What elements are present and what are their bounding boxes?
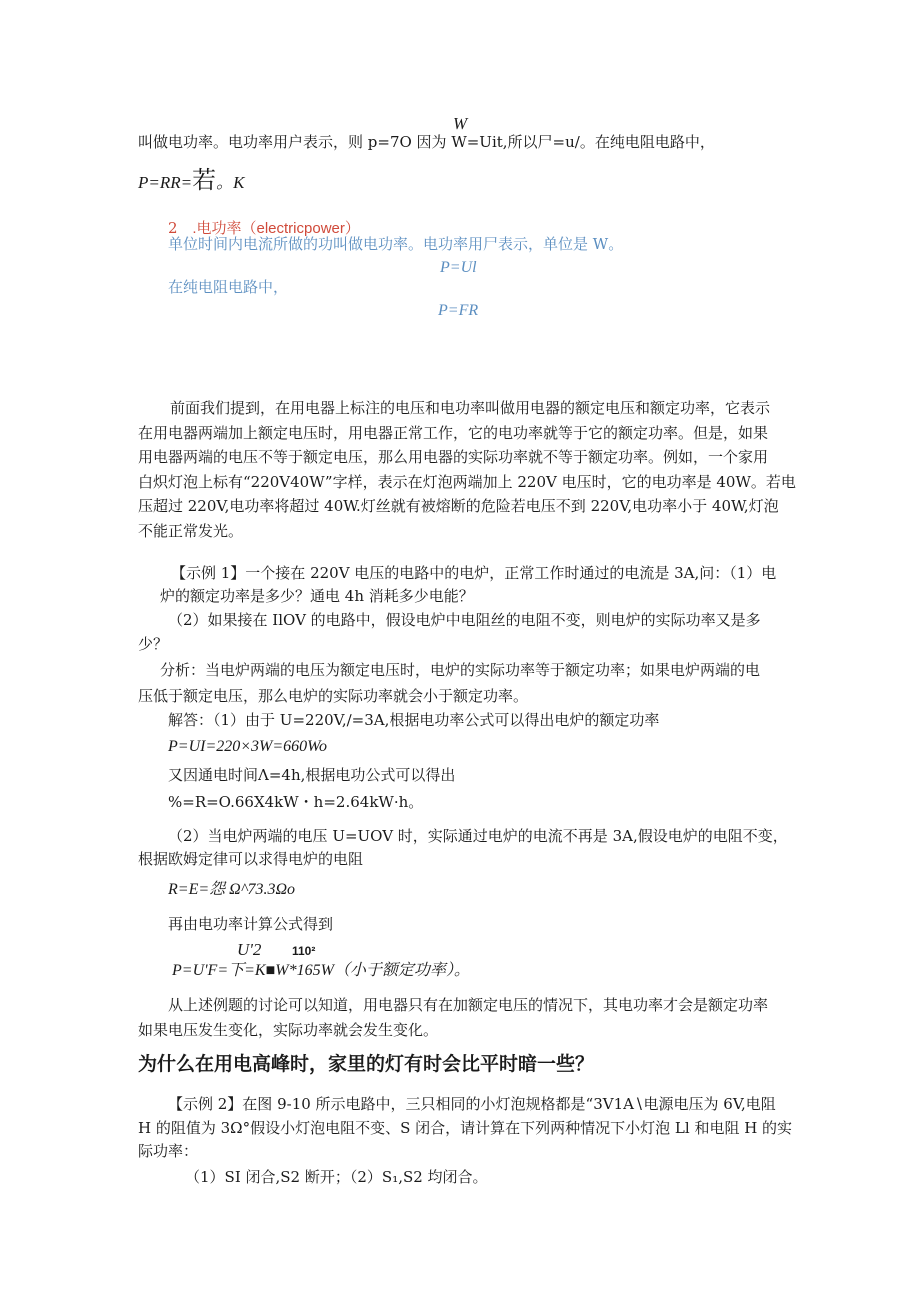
conclusion-line: 如果电压发生变化，实际功率就会发生变化。 <box>138 1021 439 1039</box>
para-line: 不能正常发光。 <box>138 521 244 540</box>
example-line: 少？ <box>138 635 169 653</box>
formula-part: P=RR= <box>138 173 193 192</box>
answer-line: 又因通电时间Λ=4h,根据电功公式可以得出 <box>168 766 456 784</box>
conclusion-line: 从上述例题的讨论可以知道，用电器只有在加额定电压的情况下，其电功率才会是额定功率 <box>168 996 769 1014</box>
formula-line: R=E=怨 Ω^73.3Ωo <box>168 881 296 898</box>
question-heading: 为什么在用电高峰时，家里的灯有时会比平时暗一些？ <box>138 1053 595 1075</box>
example-line: H 的阻值为 3Ω°假设小灯泡电阻不变、S 闭合，请计算在下列两种情况下小灯泡 Ll 和电阻 H 的实 <box>138 1119 793 1137</box>
answer-line: （2）当电炉两端的电压 U=UOV 时，实际通过电炉的电流不再是 3A,假设电炉的电阻不变， <box>168 827 788 845</box>
para-line: 用电器两端的电压不等于额定电压，那么用电器的实际功率就不等于额定功率。例如，一个家用 <box>138 448 769 467</box>
fraction-numerator: U'2 <box>237 940 262 959</box>
section-title: .电功率（electricpower） <box>192 220 360 237</box>
para-line: 在用电器两端加上额定电压时，用电器正常工作，它的电功率就等于它的额定功率。但是，如果 <box>138 423 769 442</box>
para-line: 压超过 220V,电功率将超过 40W.灯丝就有被熔断的危险若电压不到 220V,电功率小于 40W,灯泡 <box>138 497 779 516</box>
example-line: （1）SI 闭合,S2 断开；（2）S₁,S2 均闭合。 <box>185 1168 488 1186</box>
example-line: 【示例 1】一个接在 220V 电压的电路中的电炉，正常工作时通过的电流是 3A,问：（1）电 <box>171 564 777 582</box>
example-line: 际功率： <box>138 1142 199 1160</box>
formula-line: P=UI=220×3W=660Wo <box>168 738 328 755</box>
formula: P=FR <box>438 302 479 319</box>
para-line: 白炽灯泡上标有“220V40W”字样，表示在灯泡两端加上 220V 电压时，它的电功率是 40W。若电 <box>138 472 796 491</box>
formula-line: P=U'F=下=K■W*165W（小于额定功率）。 <box>172 962 470 979</box>
example-line: （2）如果接在 IlOV 的电路中，假设电炉中电阻丝的电阻不变，则电炉的实际功率又是多 <box>168 611 761 629</box>
analysis-line: 分析：当电炉两端的电压为额定电压时，电炉的实际功率等于额定功率；如果电炉两端的电 <box>160 661 761 679</box>
answer-line: 解答：（1）由于 U=220V,∕=3A,根据电功率公式可以得出电炉的额定功率 <box>168 711 660 729</box>
formula-line <box>138 168 244 196</box>
example-line: 炉的额定功率是多少？通电 4h 消耗多少电能？ <box>160 587 474 605</box>
formula-part: 。K <box>216 173 245 192</box>
definition-text: 在纯电阻电路中， <box>168 278 289 296</box>
text-line: 叫做电功率。电功率用户表示，则 p=7O 因为 W=Uit,所以尸=u/。在纯电阻电路中， <box>138 133 715 151</box>
answer-line: 再由电功率计算公式得到 <box>168 915 334 933</box>
formula-line: %=R=O.66X4kW・h=2.64kW·h。 <box>168 793 424 811</box>
formula-part: 若 <box>192 168 217 194</box>
paragraph <box>138 396 796 544</box>
analysis-line: 压低于额定电压，那么电炉的实际功率就会小于额定功率。 <box>138 687 529 705</box>
example-line: 【示例 2】在图 9-10 所示电路中，三只相同的小灯泡规格都是“3V1A∖电源电压为 6V,电阻 <box>168 1095 776 1113</box>
formula: P=Ul <box>440 259 477 276</box>
section-number: 2 <box>168 219 178 237</box>
answer-line: 根据欧姆定律可以求得电炉的电阻 <box>138 850 364 868</box>
definition-text: 单位时间内电流所做的功叫做电功率。电功率用尸表示，单位是 W。 <box>168 235 624 253</box>
para-line: 前面我们提到，在用电器上标注的电压和电功率叫做用电器的额定电压和额定功率，它表示 <box>170 399 771 417</box>
fraction-numerator: 110² <box>292 944 316 958</box>
fraction-numerator: W <box>453 114 468 133</box>
